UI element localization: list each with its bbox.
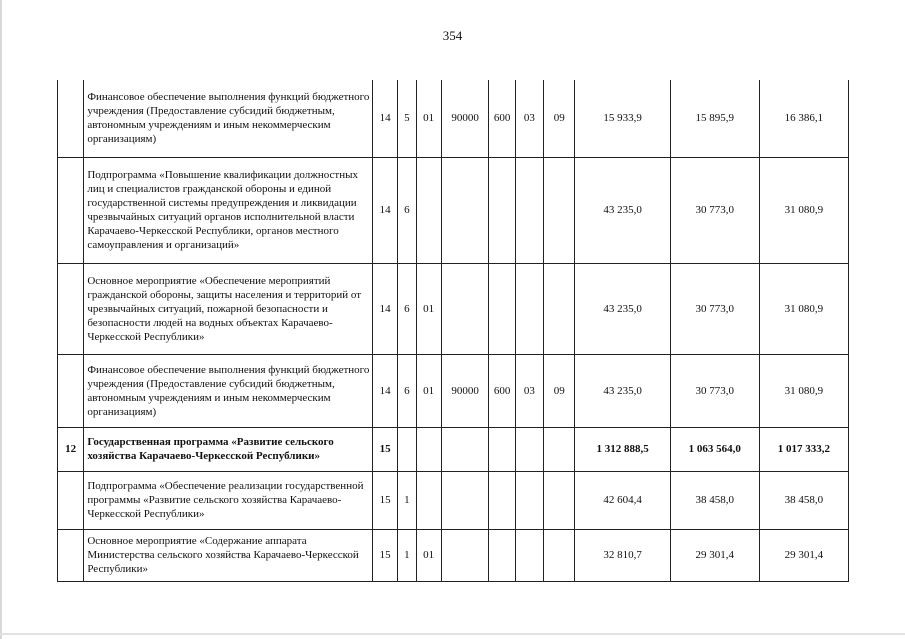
row-name: Финансовое обеспечение выполнения функций бюджетного учреждения (Предоставление субсидий бюджетным, автономным учреждениям и иным некоммерческим организациям) — [84, 80, 373, 157]
code-podrazdel: 09 — [544, 80, 575, 157]
row-name: Основное мероприятие «Содержание аппарата Министерства сельского хозяйства Карачаево-Черкесской Республики» — [84, 529, 373, 581]
amount-year-2: 1 063 564,0 — [670, 427, 759, 471]
code-direction — [441, 471, 489, 529]
code-podrazdel — [544, 263, 575, 354]
amount-year-1: 32 810,7 — [575, 529, 670, 581]
amount-year-3: 1 017 333,2 — [759, 427, 848, 471]
table-body — [58, 80, 849, 581]
amount-year-3: 38 458,0 — [759, 471, 848, 529]
code-activity: 01 — [416, 354, 441, 427]
row-name: Подпрограмма «Повышение квалификации должностных лиц и специалистов гражданской обороны и единой государственной системы предупреждения и ликвидации чрезвычайных ситуаций органов исполнительной власти Карачаево-Черкесской Республики, органов местного самоуправления и организаций» — [84, 157, 373, 263]
page-number: 354 — [442, 28, 463, 43]
code-direction — [441, 427, 489, 471]
amount-year-2: 15 895,9 — [670, 80, 759, 157]
table-row — [58, 354, 849, 427]
code-direction — [441, 529, 489, 581]
code-podrazdel — [544, 427, 575, 471]
row-name: Подпрограмма «Обеспечение реализации государственной программы «Развитие сельского хозяйства Карачаево-Черкесской Республики» — [84, 471, 373, 529]
code-activity — [416, 427, 441, 471]
amount-year-1: 43 235,0 — [575, 263, 670, 354]
code-razdel: 03 — [515, 80, 543, 157]
code-section: 15 — [372, 529, 397, 581]
row-number — [58, 157, 84, 263]
row-name: Основное мероприятие «Обеспечение мероприятий гражданской обороны, защиты населения и территорий от чрезвычайных ситуаций, пожарной безопасности и безопасности людей на водных объектах Карачаево-Черкесской Республики» — [84, 263, 373, 354]
row-name: Государственная программа «Развитие сельского хозяйства Карачаево-Черкесской Республики» — [84, 427, 373, 471]
row-number — [58, 471, 84, 529]
amount-year-2: 30 773,0 — [670, 263, 759, 354]
code-subprogram: 1 — [398, 471, 416, 529]
code-expense-type — [489, 529, 515, 581]
amount-year-3: 31 080,9 — [759, 157, 848, 263]
amount-year-1: 15 933,9 — [575, 80, 670, 157]
code-subprogram: 1 — [398, 529, 416, 581]
amount-year-2: 30 773,0 — [670, 354, 759, 427]
amount-year-3: 16 386,1 — [759, 80, 848, 157]
code-section: 14 — [372, 354, 397, 427]
code-direction: 90000 — [441, 354, 489, 427]
code-section: 15 — [372, 471, 397, 529]
table-row — [58, 471, 849, 529]
code-razdel — [515, 263, 543, 354]
code-subprogram: 6 — [398, 157, 416, 263]
row-number — [58, 263, 84, 354]
code-expense-type — [489, 471, 515, 529]
amount-year-1: 42 604,4 — [575, 471, 670, 529]
code-activity: 01 — [416, 263, 441, 354]
code-activity — [416, 471, 441, 529]
code-section: 15 — [372, 427, 397, 471]
code-expense-type — [489, 263, 515, 354]
code-razdel — [515, 157, 543, 263]
code-podrazdel — [544, 471, 575, 529]
row-number: 12 — [58, 427, 84, 471]
code-razdel — [515, 427, 543, 471]
code-podrazdel — [544, 157, 575, 263]
code-subprogram — [398, 427, 416, 471]
code-direction — [441, 157, 489, 263]
table-row — [58, 80, 849, 157]
code-direction: 90000 — [441, 80, 489, 157]
code-activity: 01 — [416, 529, 441, 581]
amount-year-1: 43 235,0 — [575, 157, 670, 263]
amount-year-3: 31 080,9 — [759, 263, 848, 354]
scan-edge-bottom — [0, 633, 905, 635]
code-section: 14 — [372, 157, 397, 263]
code-subprogram: 5 — [398, 80, 416, 157]
code-expense-type: 600 — [489, 80, 515, 157]
code-activity: 01 — [416, 80, 441, 157]
code-podrazdel: 09 — [544, 354, 575, 427]
amount-year-2: 30 773,0 — [670, 157, 759, 263]
amount-year-3: 31 080,9 — [759, 354, 848, 427]
code-expense-type — [489, 427, 515, 471]
row-number — [58, 529, 84, 581]
amount-year-2: 29 301,4 — [670, 529, 759, 581]
code-razdel — [515, 471, 543, 529]
amount-year-2: 38 458,0 — [670, 471, 759, 529]
row-name: Финансовое обеспечение выполнения функций бюджетного учреждения (Предоставление субсидий бюджетным, автономным учреждениям и иным некоммерческим организациям) — [84, 354, 373, 427]
code-expense-type: 600 — [489, 354, 515, 427]
code-razdel: 03 — [515, 354, 543, 427]
amount-year-1: 43 235,0 — [575, 354, 670, 427]
row-number — [58, 354, 84, 427]
amount-year-3: 29 301,4 — [759, 529, 848, 581]
table-row — [58, 157, 849, 263]
row-number — [58, 80, 84, 157]
code-section: 14 — [372, 263, 397, 354]
code-razdel — [515, 529, 543, 581]
table-row — [58, 529, 849, 581]
amount-year-1: 1 312 888,5 — [575, 427, 670, 471]
code-subprogram: 6 — [398, 354, 416, 427]
scan-edge-left — [0, 0, 2, 639]
budget-table — [57, 80, 849, 582]
code-subprogram: 6 — [398, 263, 416, 354]
code-direction — [441, 263, 489, 354]
table-row — [58, 263, 849, 354]
code-expense-type — [489, 157, 515, 263]
code-section: 14 — [372, 80, 397, 157]
table-row — [58, 427, 849, 471]
code-podrazdel — [544, 529, 575, 581]
code-activity — [416, 157, 441, 263]
